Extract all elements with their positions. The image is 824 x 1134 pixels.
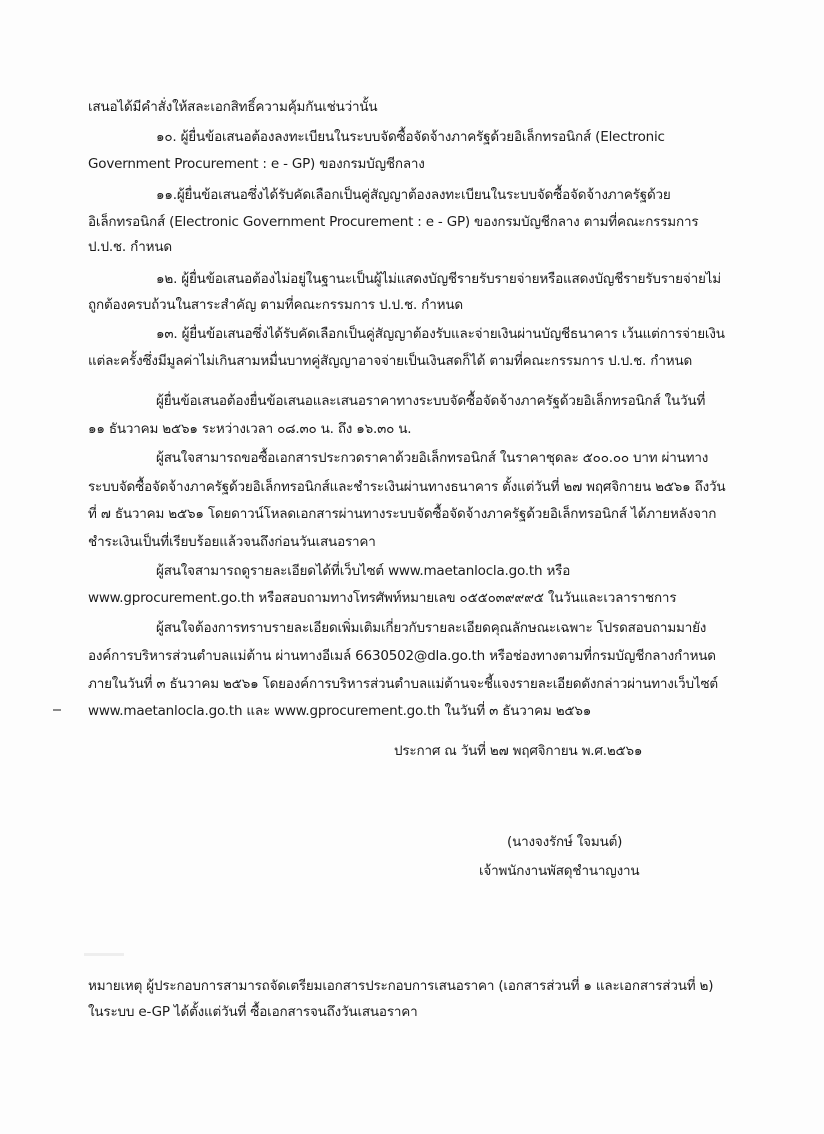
item-12-line-2: ถูกต้องครบถ้วนในสาระสำคัญ ตามที่คณะกรรมการ ป.ป.ช. กำหนด bbox=[88, 297, 463, 313]
purchase-line-3: ที่ ๗ ธันวาคม ๒๕๖๑ โดยดาวน์โหลดเอกสารผ่านทางระบบจัดซื้อจัดจ้างภาครัฐด้วยอิเล็กทรอนิกส์ ได้ภายหลังจาก bbox=[88, 506, 717, 522]
item-11-line-3: ป.ป.ช. กำหนด bbox=[88, 239, 172, 255]
purchase-line-1: ผู้สนใจสามารถขอซื้อเอกสารประกวดราคาด้วยอิเล็กทรอนิกส์ ในราคาชุดละ ๕๐๐.๐๐ บาท ผ่านทาง bbox=[156, 450, 709, 466]
submission-line-1: ผู้ยื่นข้อเสนอต้องยื่นข้อเสนอและเสนอราคาทางระบบจัดซื้อจัดจ้างภาครัฐด้วยอิเล็กทรอนิกส์ ในวันที่ bbox=[156, 393, 706, 409]
item-12-line-1: ๑๒. ผู้ยื่นข้อเสนอต้องไม่อยู่ในฐานะเป็นผู้ไม่แสดงบัญชีรายรับรายจ่ายหรือแสดงบัญชีรายรับรายจ่ายไม่ bbox=[156, 271, 721, 287]
item-10-line-2: Government Procurement : e - GP) ของกรมบัญชีกลาง bbox=[88, 156, 425, 172]
scan-mark bbox=[53, 709, 61, 711]
inquiry-line-2: องค์การบริหารส่วนตำบลแม่ต้าน ผ่านทางอีเมล์ 6630502@dla.go.th หรือช่องทางตามที่กรมบัญชีกลางกำหนด bbox=[88, 648, 716, 664]
item-13-line-2: แต่ละครั้งซึ่งมีมูลค่าไม่เกินสามหมื่นบาทคู่สัญญาอาจจ่ายเป็นเงินสดก็ได้ ตามที่คณะกรรมการ ป.ป.ช. กำหนด bbox=[88, 353, 693, 369]
signer-name: (นางจงรักษ์ ใจมนต์) bbox=[507, 834, 623, 850]
inquiry-line-4: www.maetanlocla.go.th และ www.gprocurement.go.th ในวันที่ ๓ ธันวาคม ๒๕๖๑ bbox=[88, 703, 592, 719]
note-line-2: ในระบบ e-GP ได้ตั้งแต่วันที่ ซื้อเอกสารจนถึงวันเสนอราคา bbox=[88, 1004, 418, 1020]
scan-smudge bbox=[84, 953, 124, 956]
signer-position: เจ้าพนักงานพัสดุชำนาญงาน bbox=[479, 863, 640, 879]
inquiry-line-1: ผู้สนใจต้องการทราบรายละเอียดเพิ่มเติมเกี่ยวกับรายละเอียดคุณลักษณะเฉพาะ โปรดสอบถามมายัง bbox=[156, 620, 707, 636]
purchase-line-4: ชำระเงินเป็นที่เรียบร้อยแล้วจนถึงก่อนวันเสนอราคา bbox=[88, 534, 376, 550]
item-13-line-1: ๑๓. ผู้ยื่นข้อเสนอซึ่งได้รับคัดเลือกเป็นคู่สัญญาต้องรับและจ่ายเงินผ่านบัญชีธนาคาร เว้นแต่การจ่ายเงิน bbox=[156, 326, 725, 342]
inquiry-line-3: ภายในวันที่ ๓ ธันวาคม ๒๕๖๑ โดยองค์การบริหารส่วนตำบลแม่ต้านจะชี้แจงรายละเอียดดังกล่าวผ่านทางเว็บไซต์ bbox=[88, 676, 718, 692]
website-line-1: ผู้สนใจสามารถดูรายละเอียดได้ที่เว็บไซต์ www.maetanlocla.go.th หรือ bbox=[156, 563, 571, 579]
note-line-1: หมายเหตุ ผู้ประกอบการสามารถจัดเตรียมเอกสารประกอบการเสนอราคา (เอกสารส่วนที่ ๑ และเอกสารส่วนที่ ๒) bbox=[88, 978, 714, 994]
item-10-line-1: ๑๐. ผู้ยื่นข้อเสนอต้องลงทะเบียนในระบบจัดซื้อจัดจ้างภาครัฐด้วยอิเล็กทรอนิกส์ (Electronic bbox=[156, 129, 665, 145]
announcement-date: ประกาศ ณ วันที่ ๒๗ พฤศจิกายน พ.ศ.๒๕๖๑ bbox=[394, 743, 643, 759]
item-11-line-1: ๑๑.ผู้ยื่นข้อเสนอซึ่งได้รับคัดเลือกเป็นคู่สัญญาต้องลงทะเบียนในระบบจัดซื้อจัดจ้างภาครัฐด้วย bbox=[156, 187, 671, 203]
purchase-line-2: ระบบจัดซื้อจัดจ้างภาครัฐด้วยอิเล็กทรอนิกส์และชำระเงินผ่านทางธนาคาร ตั้งแต่วันที่ ๒๗ พฤศจิกายน ๒๕๖๑ ถึงวัน bbox=[88, 479, 726, 495]
website-line-2: www.gprocurement.go.th หรือสอบถามทางโทรศัพท์หมายเลข ๐๕๕๐๓๙๙๙๕ ในวันและเวลาราชการ bbox=[88, 590, 677, 606]
submission-line-2: ๑๑ ธันวาคม ๒๕๖๑ ระหว่างเวลา ๐๘.๓๐ น. ถึง ๑๖.๓๐ น. bbox=[88, 421, 412, 437]
item-11-line-2: อิเล็กทรอนิกส์ (Electronic Government Procurement : e - GP) ของกรมบัญชีกลาง ตามที่คณะกรรมการ bbox=[88, 214, 699, 230]
paragraph-intro-line: เสนอได้มีคำสั่งให้สละเอกสิทธิ์ความคุ้มกันเช่นว่านั้น bbox=[88, 99, 378, 115]
